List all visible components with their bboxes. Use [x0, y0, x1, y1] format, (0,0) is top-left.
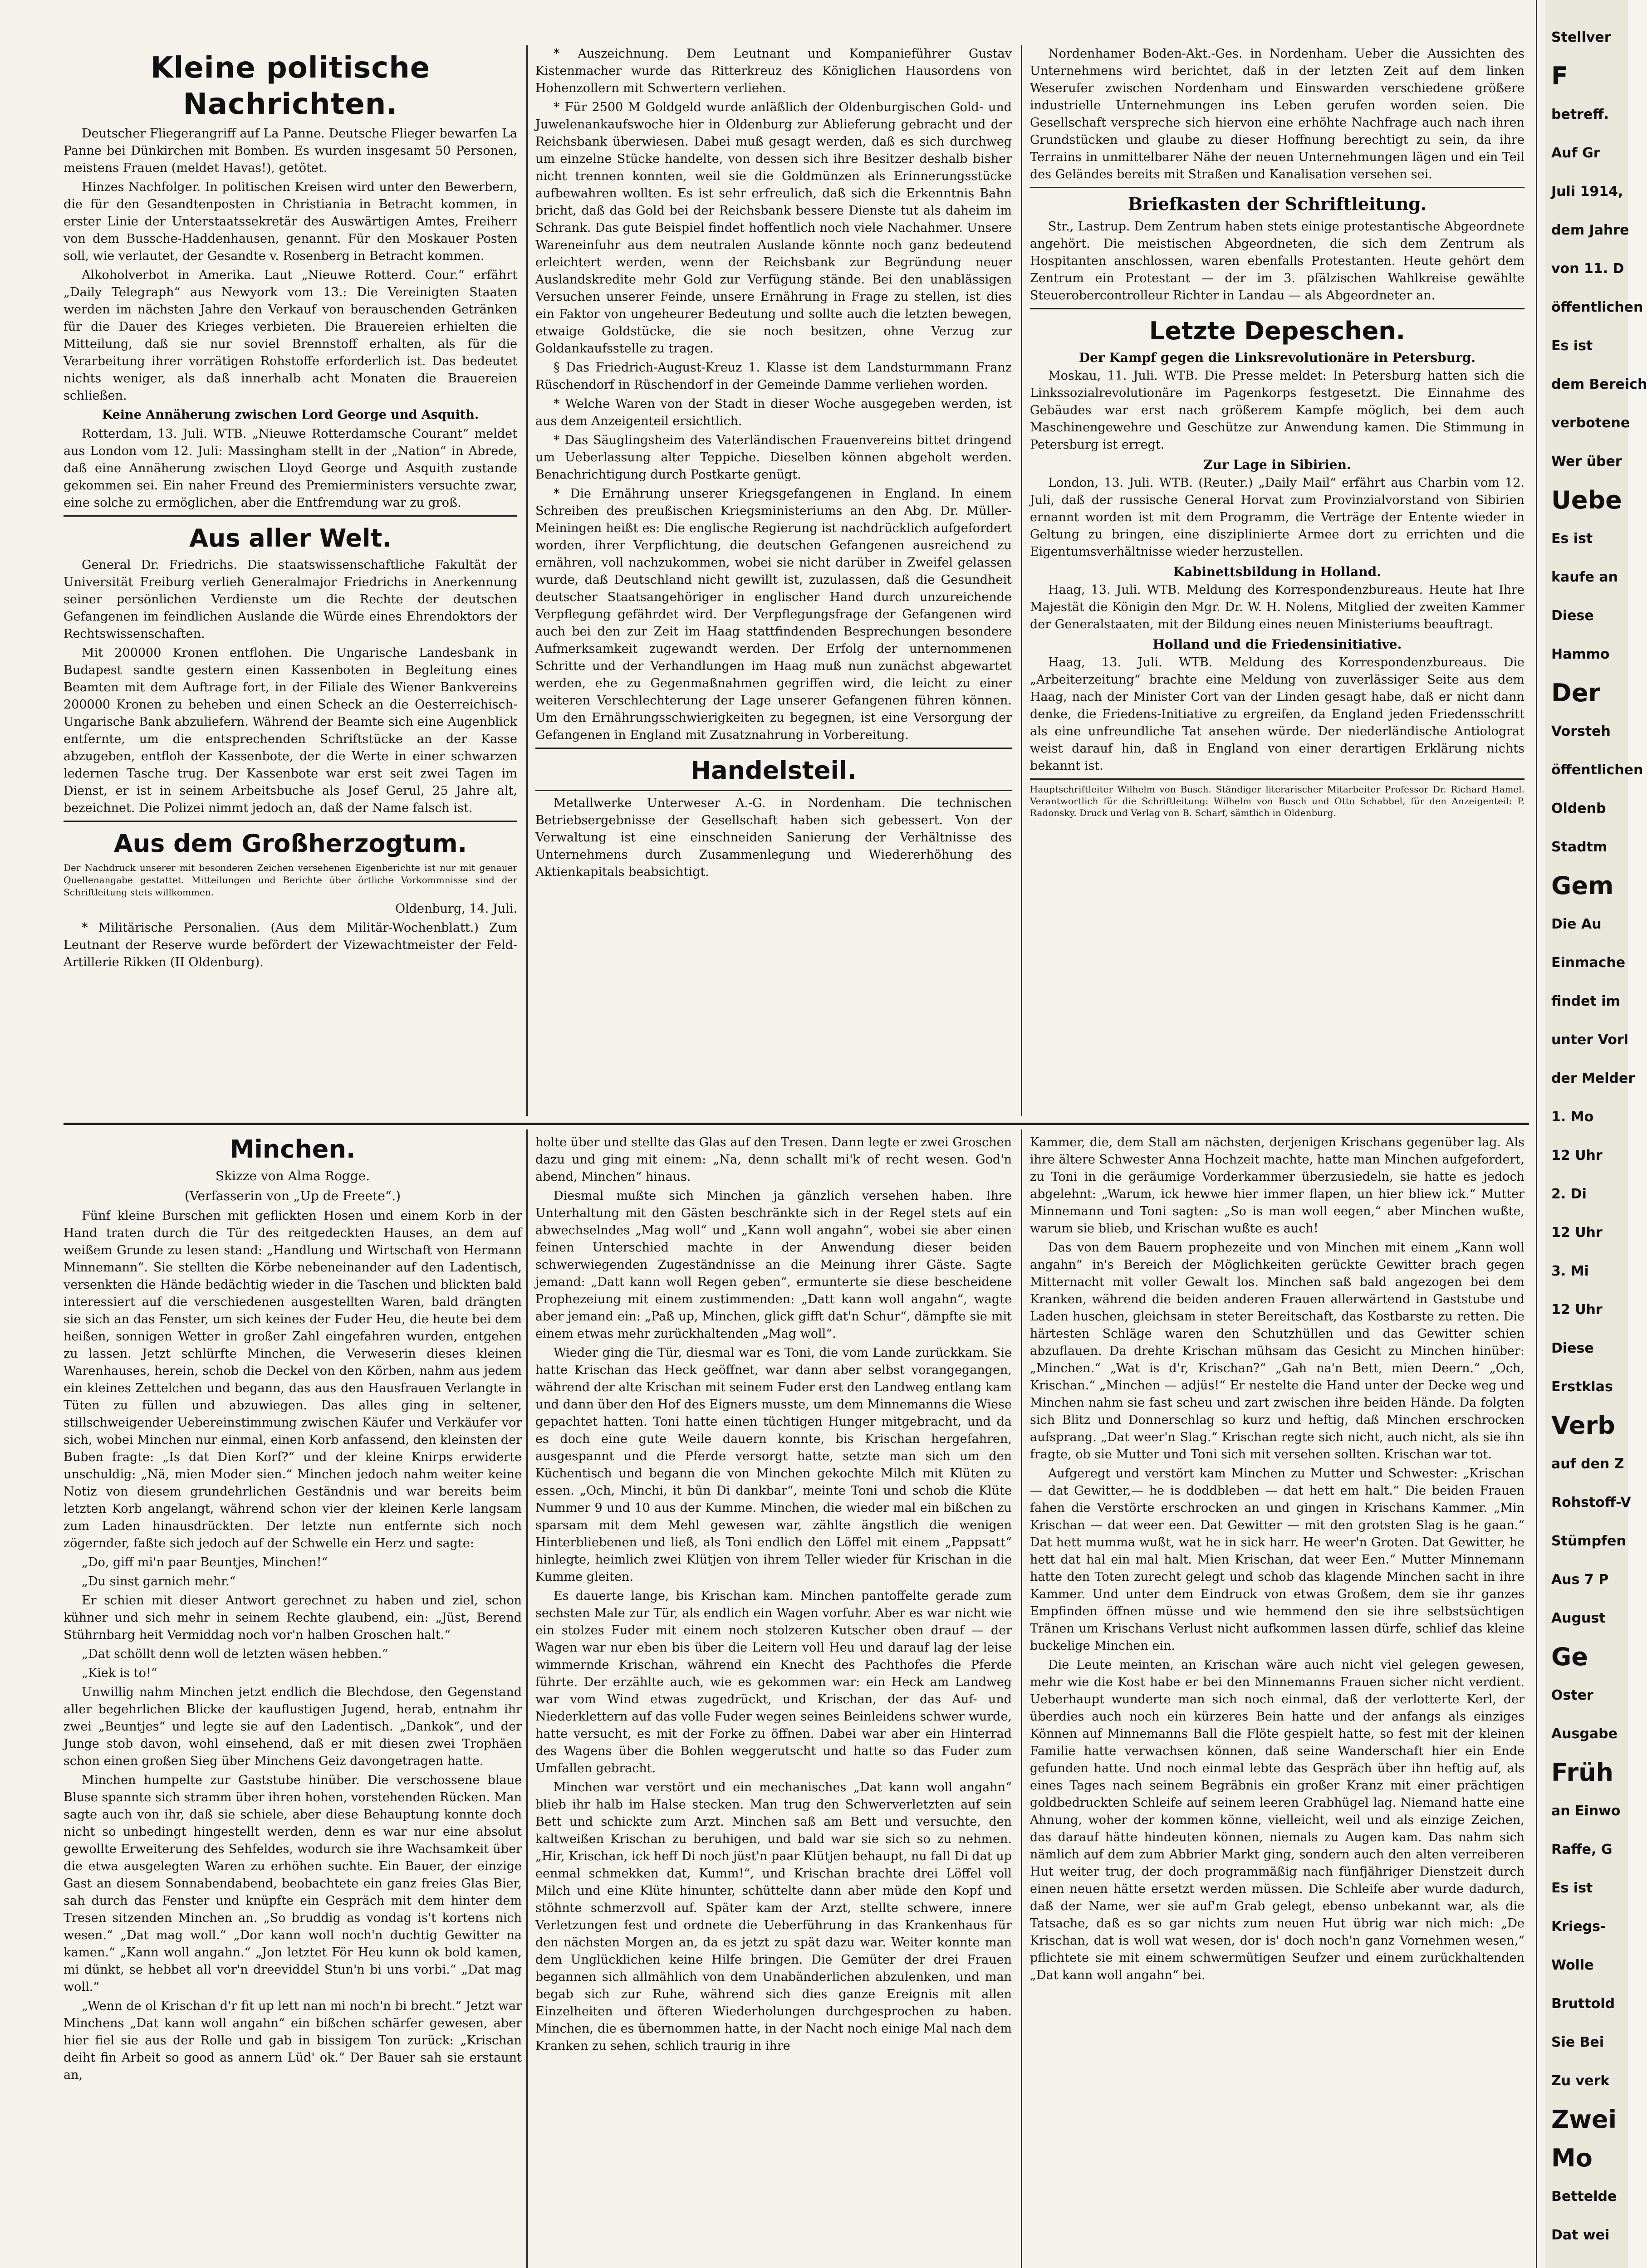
article-paragraph: * Auszeichnung. Dem Leutnant und Kompanieführer Gustav Kistenmacher wurde das Ritterkreuz des Königlichen Hausordens von Hohenzollern mit Schwertern verliehen.: [535, 47, 1012, 95]
strip-text-fragment: Vorsteh: [1551, 723, 1611, 739]
strip-text-fragment: Hammo: [1551, 646, 1610, 662]
strip-text-fragment: von 11. D: [1551, 261, 1624, 277]
news-subheading: Holland und die Friedensinitiative.: [1152, 637, 1402, 652]
news-subheading: Kabinettsbildung in Holland.: [1173, 564, 1381, 579]
strip-text-fragment: Bettelde: [1551, 2189, 1617, 2204]
strip-text-fragment: Mo: [1551, 2144, 1593, 2172]
story-paragraph: Wieder ging die Tür, diesmal war es Toni, die vom Lande zurückkam. Sie hatte Krischan das Heck geöffnet, war dann aber selbst vorangegangen, während der alte Krischan mit seinem Fuder erst den Landweg entlang kam und dann über den Hof des Eigners musste, um dem Minnemanns die Wiese gepachtet hatten. Toni hatte einen tüchtigen Hunger mitgebracht, und da es doch eine gute Weile dauern konnte, bis Krischan hergefahren, ausgespannt und die Pferde versorgt hatte, setzte man sich um den Küchentisch und begann die von Minchen gekochte Milch mit Klüten zu essen. „Och, Minchi, it bün Di dankbar“, meinte Toni und schob die Klüte Nummer 9 und 10 aus der Kumme. Minchen, die wieder mal ein bißchen zu sparsam mit dem Mehl gewesen war, zählte ängstlich die wenigen Hinterbliebenen und ließ, als Toni endlich den Löffel mit einem „Pappsatt“ hinlegte, heimlich zwei Klütjen von ihrem Teller wieder für Krischan in die Kumme gleiten.: [535, 1346, 1012, 1584]
strip-text-fragment: Stellver: [1551, 29, 1611, 45]
column-rule: [1021, 45, 1022, 1116]
article-paragraph: Alkoholverbot in Amerika. Laut „Nieuwe Rotterd. Cour.“ erfährt „Daily Telegraph“ aus Newyork vom 13.: Die Vereinigten Staaten werden im nächsten Jahre den Verkauf von berauschenden Getränken für die Dauer des Krieges verbieten. Die Brauereien erhielten die Mitteilung, daß sie nur soviel Brennstoff erhalten, als für die Verarbeitung ihrer vorrätigen Rohstoffe erforderlich ist. Das bedeutet nichts weniger, als daß innerhalb acht Monaten die Brauereien schließen.: [64, 268, 517, 403]
strip-text-fragment: Dat wei: [1551, 2227, 1610, 2243]
strip-text-fragment: Oldenb: [1551, 801, 1606, 816]
story-paragraph: Minchen war verstört und ein mechanisches „Dat kann woll angahn“ blieb ihr halb im Halse stecken. Man trug den Schwerverletzten auf sein Bett und schickte zum Arzt. Minchen saß am Bett und versuchte, den kaltweißen Krischan zu beruhigen, und bald war sie sich so zu nehmen. „Hir, Krischan, ick heff Di noch jüst'n paar Klütjen behaupt, nu fall Di dat up eenmal schmekken dat, Kumm!“, und Krischan brachte drei Löffel voll Milch und eine Klüte hinunter, schüttelte dann aber müde den Kopf und stöhnte schmerzvoll auf. Später kam der Arzt, stellte schwere, innere Verletzungen fest und ordnete die Ueberführung in das Krankenhaus für den nächsten Morgen an, da es jetzt zu spät dazu war. Weiter konnte man dem Unglücklichen keine Hilfe bringen. Die Gemüter der drei Frauen begannen sich allmählich von dem Unabänderlichen abzulenken, und man begab sich zur Ruhe, während sich dies ganze Ereignis mit allen Einzelheiten und öfteren Wiederholungen durchgesprochen zu haben. Minchen, die es übernommen hatte, in der Nacht noch einige Mal nach dem Kranken zu sehen, schlich traurig in ihre: [535, 1780, 1012, 2053]
story-paragraph: Unwillig nahm Minchen jetzt endlich die Blechdose, den Gegenstand aller begehrlichen Blicke der kauflustigen Jugend, herab, entnahm ihr zwei „Beuntjes“ und legte sie auf den Ladentisch. „Dankok“, und der Junge stob davon, wohl einsehend, daß er mit diesen zwei Trophäen schon einen großen Sieg über Minchens Geiz davongetragen hatte.: [64, 1685, 522, 1768]
strip-text-fragment: öffentlichen: [1551, 299, 1643, 315]
news-subheading: Der Kampf gegen die Linksrevolutionäre in Petersburg.: [1078, 350, 1476, 365]
strip-text-fragment: Verb: [1551, 1411, 1615, 1440]
article-paragraph: Deutscher Fliegerangriff auf La Panne. Deutsche Flieger bewarfen La Panne bei Dünkirchen mit Bomben. Es wurden insgesamt 50 Personen, meistens Frauen (meldet Havas!), getötet.: [64, 127, 517, 175]
story-paragraph: holte über und stellte das Glas auf den Tresen. Dann legte er zwei Groschen dazu und ging mit einem: „Na, denn schallt mi'k of recht wesen. God'n abend, Minchen“ hinaus.: [535, 1135, 1012, 1184]
strip-text-fragment: Raffe, G: [1551, 1842, 1613, 1857]
strip-text-fragment: Ausgabe: [1551, 1726, 1618, 1742]
strip-text-fragment: Rohstoff-V: [1551, 1495, 1631, 1510]
strip-text-fragment: findet im: [1551, 993, 1620, 1009]
strip-text-fragment: 12 Uhr: [1551, 1148, 1603, 1163]
article-paragraph: General Dr. Friedrichs. Die staatswissenschaftliche Fakultät der Universität Freiburg verlieh Generalmajor Friedrichs in Anerkennung seiner persönlichen Verdienste um die Rechte der deutschen Gefangenen im feindlichen Auslande die Würde eines Ehrendoktors der Rechtswissenschaften.: [64, 558, 517, 641]
divider: [1030, 187, 1524, 188]
story-paragraph: „Du sinst garnich mehr.“: [82, 1574, 236, 1589]
strip-text-fragment: kaufe an: [1551, 569, 1618, 585]
strip-text-fragment: Zu verk: [1551, 2073, 1610, 2089]
section-heading-letzte-depeschen: Letzte Depeschen.: [1149, 317, 1406, 345]
article-paragraph: * Militärische Personalien. (Aus dem Militär-Wochenblatt.) Zum Leutnant der Reserve wurde befördert der Vizewachtmeister der Feld-Artillerie Rikken (II Oldenburg).: [64, 921, 517, 969]
strip-text-fragment: Es ist: [1551, 338, 1593, 354]
strip-text-fragment: Diese: [1551, 1340, 1594, 1356]
strip-text-fragment: Aus 7 P: [1551, 1572, 1609, 1588]
section-heading-briefkasten: Briefkasten der Schriftleitung.: [1127, 194, 1427, 214]
story-paragraph: Minchen humpelte zur Gaststube hinüber. Die verschossene blaue Bluse spannte sich stramm über ihren hohen, vorstehenden Rücken. Man sagte auch von ihr, daß sie schiele, aber diese Behauptung konnte doch nicht so unbedingt hingestellt werden, denn es war nur eine absolut gewollte Erweiterung des Sehfeldes, wodurch sie ihre Wachsamkeit über die etwa ausgelegten Waren zu erhöhen suchte. Ein Bauer, der einzige Gast an diesem Sonnabendabend, beobachtete ein ganz freies Glas Bier, sah durch das Fenster und knüpfte ein Gespräch mit dem hinter dem Tresen sitzenden Minchen an. „So bruddig as vondag is't kortens nich wesen.“ „Dat mag woll.“ „Dor kann woll noch'n duchtig Gewitter na kamen.“ „Kann woll angahn.“ „Jon letztet För Heu kunn ok bold kamen, mi dünkt, se hebbet all vor'n dreeviddel Stun'n bi uns vorbi.“ „Dat mag woll.“: [64, 1773, 522, 1994]
article-paragraph: Haag, 13. Juli. WTB. Meldung des Korrespondenzbureaus. Heute hat Ihre Majestät die Königin den Mgr. Dr. W. H. Nolens, Mitglied der zweiten Kammer der Generalstaaten, mit der Bildung eines neuen Ministeriums beauftragt.: [1030, 583, 1524, 631]
strip-text-fragment: F: [1551, 62, 1568, 90]
strip-text-fragment: Kriegs-: [1551, 1919, 1606, 1935]
strip-text-fragment: Der: [1551, 679, 1601, 707]
strip-text-fragment: 2. Di: [1551, 1186, 1587, 1202]
story-title: Minchen.: [230, 1135, 356, 1163]
article-paragraph: Hinzes Nachfolger. In politischen Kreisen wird unter den Bewerbern, die für den Gesandtenposten in Christiania in Betracht kommen, in erster Linie der Unterstaatssekretär des Auswärtigen Amtes, Freiherr von dem Bussche-Haddenhausen, genannt. Für den Moskauer Posten soll, wie verlautet, der Gesandte v. Rosenberg in Betracht kommen.: [64, 180, 517, 263]
strip-text-fragment: Einmache: [1551, 955, 1626, 971]
section-heading-kleine-politische-nachrichten: Kleine politische Nachrichten.: [150, 51, 431, 121]
divider: [64, 515, 517, 517]
article-paragraph: * Für 2500 M Goldgeld wurde anläßlich der Oldenburgischen Gold- und Juwelenankaufswoche hier in Oldenburg zur Ablieferung gebracht und der Reichsbank überwiesen. Dabei muß gesagt werden, daß es sich durchweg um einzelne Stücke handelte, von dessen sich ihre Besitzer deshalb bisher nicht trennen konnten, weil sie die Goldmünzen als Erinnerungsstücke aufbewahren wollten. Es ist sehr erfreulich, daß sich die Erkenntnis Bahn bricht, daß das Gold bei der Reichsbank bessere Dienste tut als daheim im Schrank. Das gute Beispiel findet hoffentlich noch viele Nachahmer. Unsere Wareneinfuhr aus dem neutralen Auslande könnte noch ganz bedeutend erleichtert werden, wenn der Reichsbank zur Begründung neuer Auslandskredite mehr Gold zur Verfügung stände. Bei den unablässigen Versuchen unserer Feinde, unsere Ernährung in Frage zu stellen, ist dies ein Faktor von ungeheurer Bedeutung und sollte auch die letzten bewegen, etwaige Goldstücke, die sie noch besitzen, ohne Verzug zur Goldankaufsstelle zu tragen.: [535, 100, 1012, 356]
feuilleton-column-2: [535, 1134, 1012, 2268]
strip-text-fragment: Wolle: [1551, 1957, 1594, 1973]
article-paragraph: Metallwerke Unterweser A.-G. in Nordenham. Die technischen Betriebsergebnisse der Gesellschaft haben sich gebessert. Von der Verwaltung ist eine einschneiden Sanierung der Verhältnisse des Unternehmens durch Zusammenlegung und Wiedererhöhung des Aktienkapitals beabsichtigt.: [535, 796, 1012, 879]
adjacent-page-strip: [1545, 0, 1647, 2268]
strip-text-fragment: 12 Uhr: [1551, 1225, 1603, 1241]
strip-text-fragment: dem Jahre: [1551, 222, 1629, 238]
article-paragraph: Moskau, 11. Juli. WTB. Die Presse meldet: In Petersburg hatten sich die Linkssozialrevolutionäre im Pagenkorps festgesetzt. Die Einnahme des Gebäudes war erst nach größerem Kampfe möglich, bei dem auch Maschinengewehre und Geschütze zur Anwendung kamen. Die Stimmung in Petersburg ist erregt.: [1030, 369, 1524, 452]
column-rule: [526, 1129, 528, 2268]
imprint: Hauptschriftleiter Wilhelm von Busch. Ständiger literarischer Mitarbeiter Professor Dr. Richard Hamel. Verantwortlich für die Schriftleitung: Wilhelm von Busch und Otto Schabbel, für den Anzeigenteil: P. Radonsky. Druck und Verlag von B. Scharf, sämtlich in Oldenburg.: [1030, 784, 1524, 818]
strip-text-fragment: 12 Uhr: [1551, 1302, 1603, 1318]
strip-text-fragment: Die Au: [1551, 916, 1602, 932]
strip-text-fragment: der Melder: [1551, 1070, 1635, 1086]
strip-text-fragment: Stümpfen: [1551, 1533, 1626, 1549]
article-paragraph: Rotterdam, 13. Juli. WTB. „Nieuwe Rotterdamsche Courant“ meldet aus London vom 12. Juli: Massingham stellt in der „Nation“ in Abrede, daß eine Annäherung zwischen Lloyd George und Asquith zustande gekommen sei. Ein naher Freund des Premierministers versuchte zwar, eine solche zu ermöglichen, aber die Entfremdung war zu groß.: [64, 427, 517, 510]
strip-text-fragment: dem Bereich: [1551, 376, 1647, 392]
news-subheading: Zur Lage in Sibirien.: [1203, 457, 1351, 472]
strip-text-fragment: auf den Z: [1551, 1456, 1624, 1472]
story-paragraph: Es dauerte lange, bis Krischan kam. Minchen pantoffelte gerade zum sechsten Male zur Tür, als endlich ein Wagen vorfuhr. Aber es war nicht wie ein stolzes Fuder mit einem noch stolzeren Kutscher oben drauf — der Wagen war nur eben bis über die Leitern voll Heu und darauf lag der leise wimmernde Krischan, während ein Knecht des Pachthofes die Pferde führte. Der erzählte auch, wie es gekommen war: ein Heck am Landweg war vom Wind etwas zugedrückt, und Krischan, der das Auf- und Niederklettern auf das volle Fuder wegen seines Beinleidens schwer wurde, hatte versucht, es mit der Forke zu öffnen. Dabei war aber ein Hinterrad des Wagens über die Bohlen weggerutscht und hatte so das Fuder zum Umfallen gebracht.: [535, 1589, 1012, 1775]
strip-text-fragment: Sie Bei: [1551, 2034, 1604, 2050]
story-paragraph: „Kiek is to!“: [82, 1666, 157, 1680]
strip-text-fragment: an Einwo: [1551, 1803, 1621, 1819]
article-paragraph: Str., Lastrup. Dem Zentrum haben stets einige protestantische Abgeordnete angehört. Die meistischen Abgeordneten, die sich dem Zentrum als Hospitanten anschlossen, waren ebenfalls Protestanten. Heute gehört dem Zentrum ein Protestant — der im 3. pfälzischen Wahlkreise gewählte Steuerobercontrolleur Richter in Landau — als Abgeordneter an.: [1030, 220, 1524, 303]
article-paragraph: London, 13. Juli. WTB. (Reuter.) „Daily Mail“ erfährt aus Charbin vom 12. Juli, daß der russische General Horvat zum Provinzialvorstand von Sibirien ernannt worden ist mit dem Programm, die Verträge der Entente wieder in Geltung zu bringen, eine disziplinierte Armee dort zu errichten und die Eigentumsverhältnisse wieder herzustellen.: [1030, 476, 1524, 559]
strip-text-fragment: 3. Mi: [1551, 1263, 1589, 1279]
article-paragraph: * Die Ernährung unserer Kriegsgefangenen in England. In einem Schreiben des preußischen Kriegsministeriums an den Abg. Dr. Müller-Meiningen heißt es: Die englische Regierung ist nachdrücklich aufgefordert worden, ihrer Verpflichtung, die deutschen Gefangenen ausreichend zu ernähren, voll nachzukommen, wobei sie nicht darüber in Zweifel gelassen wurde, daß Deutschland nicht gewillt ist, zuzulassen, daß die Gesundheit deutscher Staatsangehöriger in englischer Hand durch unzureichende Verpflegung gefährdet wird. Der Verpflegungsfrage der Gefangenen wird auch bei den zur Zeit im Haag stattfindenden Besprechungen besondere Aufmerksamkeit zugewandt werden. Der Erfolg der unternommenen Schritte und der Verhandlungen im Haag muß nun zunächst abgewartet werden, ehe zu Gegenmaßnahmen gegriffen wird, die leicht zu einer weiteren Verschlechterung der Lage unserer Gefangenen führen können. Um den Ernährungsschwierigkeiten zu begegnen, ist eine Versorgung der Gefangenen in England mit Zusatznahrung in Vorbereitung.: [535, 487, 1012, 742]
divider: [1030, 308, 1524, 309]
article-paragraph: Nordenhamer Boden-Akt.-Ges. in Nordenham. Ueber die Aussichten des Unternehmens wird berichtet, daß in der letzten Zeit auf dem linken Weserufer zwischen Nordenham und Einswarden verschiedene größere industrielle Unternehmungen ins Leben gerufen worden seien. Die Gesellschaft verspreche sich hiervon eine erhöhte Nachfrage auch nach ihren Grundstücken und glaube zu dieser Hoffnung berechtigt zu sein, da ihre Terrains in unmittelbarer Nähe der neuen Unternehmungen lägen und ein Teil des Geländes bereits mit Straßen und Kanalisation versehen sei.: [1030, 47, 1524, 181]
strip-text-fragment: Zwei: [1551, 2105, 1617, 2134]
column-1: [64, 45, 517, 1111]
strip-text-fragment: Juli 1914,: [1551, 184, 1623, 200]
strip-text-fragment: August: [1551, 1610, 1606, 1626]
section-heading-aus-dem-grossherzogtum: Aus dem Großherzogtum.: [113, 829, 467, 858]
strip-text-fragment: Diese: [1551, 608, 1594, 624]
strip-text-fragment: Es ist: [1551, 531, 1593, 547]
article-paragraph: § Das Friedrich-August-Kreuz 1. Klasse ist dem Landsturmmann Franz Rüschendorf in Rüschendorf in der Gemeinde Damme verliehen worden.: [535, 361, 1012, 392]
strip-text-fragment: Ge: [1551, 1642, 1588, 1671]
strip-text-fragment: Auf Gr: [1551, 145, 1600, 161]
column-rule: [1536, 0, 1537, 2268]
article-paragraph: Mit 200000 Kronen entflohen. Die Ungarische Landesbank in Budapest sandte gestern einen Kassenboten in Begleitung eines Beamten mit dem Auftrage fort, in der Filiale des Wiener Bankvereins 200000 Kronen zu beheben und einen Scheck an die Oesterreichisch-Ungarische Bank abzuliefern. Während der Beamte sich eine Augenblick entfernte, um die entsprechenden Schriftstücke an der Kasse abzugeben, entfloh der Kassenbote, der die Werte in einer schwarzen ledernen Tasche trug. Der Kassenbote war erst seit zwei Tagen im Dienst, er ist in seinem Arbeitsbuche als Josef Gerul, 25 Jahre alt, bezeichnet. Die Polizei nimmt jedoch an, daß der Name falsch ist.: [64, 646, 517, 815]
story-paragraph: Kammer, die, dem Stall am nächsten, derjenigen Krischans gegenüber lag. Als ihre ältere Schwester Anna Hochzeit machte, hatte man Minchen aufgefordert, zu Toni in die geräumige Vorderkammer überzusiedeln, sie hatte es jedoch abgelehnt: „Warum, ick hewwe hier immer flapen, un hier bliew ick.“ Mutter Minnemann und Toni sagten: „So is man woll eegen,“ aber Minchen wußte, warum sie blieb, und Krischan wußte es auch!: [1030, 1135, 1524, 1236]
story-paragraph: Die Leute meinten, an Krischan wäre auch nicht viel gelegen gewesen, mehr wie die Kost habe er bei den Minnemanns Frauen sicher nicht verdient. Ueberhaupt wunderte man sich noch einmal, daß der verlotterte Kerl, der überdies auch noch ein kürzeres Bein hatte und der anfangs als einziges Können auf Minnemanns Ball die Flöte gespielt hatte, so fest mit der kleinen Familie hatte verwachsen können, daß seine Wanderschaft hier ein Ende gefunden hatte. Und noch einmal lebte das Gespräch über ihn heftig auf, als eines Tages nach seinem Begräbnis ein großer Kranz mit einer prächtigen goldbedruckten Schleife auf seinem leeren Grabhügel lag. Niemand hatte eine Ahnung, woher der kommen könne, vielleicht, weil und als einzige Zeichen, das darauf hätte hindeuten können, niemals zu Augen kam. Das nahm sich nämlich auf dem zum Abbrier Markt ging, sondern auch den alten verreiberen Hut weiter trug, der doch programmäßig nach fünfjähriger Dienstzeit durch einen neuen hätte ersetzt werden müssen. Die Schleife aber wurde dadurch, daß der Name, wer sie auf'm Grab gelegt, ebenso unbekannt war, als die Tatsache, daß es so gar nichts zum neuen Hut übrig war nich mich: „De Krischan, dat is woll wat wesen, dor is' doch noch'n ganz Vornehmen wesen,“ pflichtete sie mit einem schwermütigen Seufzer und einem zurückhaltenden „Dat kann woll angahn“ bei.: [1030, 1658, 1524, 1982]
strip-text-fragment: Erstklas: [1551, 1379, 1613, 1395]
dateline: Oldenburg, 14. Juli.: [395, 902, 517, 916]
story-paragraph: Aufgeregt und verstört kam Minchen zu Mutter und Schwester: „Krischan — dat Gewitter,— he is doddbleben — dat hett em halt.“ Die beiden Frauen fahen die Verstörte erschrocken an und gingen in Krischans Kammer. „Min Krischan — dat weer een. Dat Gewitter — mit den grotsten Slag is he gaan.“ Dat hett mumma wußt, wat he in sick harr. He weer'n Groten. Dat Gewitter, he hett dat hal ein mal halt. Mien Krischan, dat weer Een.“ Mutter Minnemann hatte den Toten zurecht gelegt und schob das klagende Minchen sacht in ihre Kammer. Und unter dem Eindruck von etwas Großem, dem sie ihr ganzes Empfinden öffnen müsse und wie hemmend den sie ihre selbstsüchtigen Tränen um Krischans Verlust nicht aufkommen lassen dürfe, schlief das kleine buckelige Minchen ein.: [1030, 1466, 1524, 1653]
feuilleton-column-1: [64, 1134, 522, 2268]
strip-text-fragment: Gem: [1551, 871, 1614, 900]
article-paragraph: * Das Säuglingsheim des Vaterländischen Frauenvereins bittet dringend um Ueberlassung alter Teppiche. Dieselben können abgeholt werden. Benachrichtigung durch Postkarte genügt.: [535, 433, 1012, 482]
reprint-note: Der Nachdruck unserer mit besonderen Zeichen versehenen Eigenberichte ist nur mit genauer Quellenangabe gestattet. Mitteilungen und Berichte über örtliche Vorkommnisse sind der Schriftleitung stets willkommen.: [64, 862, 517, 898]
strip-text-fragment: 1. Mo: [1551, 1109, 1594, 1125]
strip-text-fragment: Stadtm: [1551, 839, 1608, 855]
divider: [535, 790, 1012, 791]
strip-text-fragment: Oster: [1551, 1687, 1593, 1703]
story-subtitle: Skizze von Alma Rogge.: [215, 1168, 370, 1183]
story-paragraph: „Do, giff mi'n paar Beuntjes, Minchen!“: [82, 1555, 328, 1569]
story-paragraph: Diesmal mußte sich Minchen ja gänzlich versehen haben. Ihre Unterhaltung mit den Gästen beschränkte sich in der Regel stets auf ein abwechselndes „Mag woll“ und „Kann woll angahn“, wobei sie aber einen feinen Unterschied machte in der Anwendung dieser beiden schwerwiegenden Zugeständnisse an die Meinung ihrer Gäste. Sagte jemand: „Datt kann woll Regen geben“, ermunterte sie diese bescheidene Prophezeiung mit einem zustimmenden: „Datt kann woll angahn“, wagte aber jemand ein: „Paß up, Minchen, glick gifft dat'n Schur“, dämpfte sie mit einem etwas mehr zurückhaltenden „Mag woll“.: [535, 1189, 1012, 1341]
story-paragraph: „Wenn de ol Krischan d'r fit up lett nan mi noch'n bi brecht.“ Jetzt war Minchens „Dat kann woll angahn“ ein bißchen schärfer gewesen, aber hier fiel sie aus der Rolle und gab in bissigem Ton zurück: „Krischan deiht fin Arbeit so good as annern Lüd' ok.“ Der Bauer sah sie erstaunt an,: [64, 1999, 522, 2082]
strip-text-fragment: Wer über: [1551, 454, 1622, 469]
strip-text-fragment: unter Vorl: [1551, 1032, 1628, 1048]
story-paragraph: „Dat schöllt denn woll de letzten wäsen hebben.“: [82, 1647, 388, 1661]
article-subheading: Keine Annäherung zwischen Lord George und Asquith.: [102, 408, 479, 422]
article-list: [64, 125, 517, 512]
strip-text-fragment: Früh: [1551, 1758, 1613, 1787]
section-heading-handelsteil: Handelsteil.: [691, 756, 857, 785]
strip-text-fragment: Bruttold: [1551, 1996, 1615, 2012]
divider: [64, 821, 517, 822]
strip-text-list: [1545, 0, 1647, 2254]
feuilleton-column-3: [1030, 1134, 1524, 2268]
column-2: [535, 45, 1012, 1111]
divider: [1030, 778, 1524, 780]
strip-text-fragment: öffentlichen: [1551, 762, 1643, 778]
section-heading-aus-aller-welt: Aus aller Welt.: [189, 524, 392, 552]
divider: [535, 748, 1012, 749]
strip-text-fragment: Es ist: [1551, 1880, 1593, 1896]
story-credit: (Verfasserin von „Up de Freete“.): [184, 1188, 401, 1203]
story-paragraph: Fünf kleine Burschen mit geflickten Hosen und einem Korb in der Hand traten durch die Tür des reitgedeckten Hauses, an dem auf weißem Grunde zu lesen stand: „Handlung und Wirtschaft von Hermann Minnemann“. Sie stellten die Körbe nebeneinander auf den Ladentisch, versenkten die Hände bedächtig wieder in die Taschen und blickten bald interessiert auf die verschiedenen ausgestellten Waren, bald drängten sie sich an das Fenster, um sich keines der Fuder Heu, die heute bei dem heißen, sonnigen Wetter in großer Zahl eingefahren wurden, entgehen zu lassen. Jetzt schlürfte Minchen, die Verweserin dieses kleinen Warenhauses, herein, schob die Deckel von den Körben, nahm aus jedem ein kleines Zettelchen und begann, das aus den Hausfrauen Verlangte in Tüten zu füllen und abzuwiegen. Das alles ging in seltener, stillschweigender Uebereinstimmung zwischen Käufer und Verkäufer vor sich, wobei Minchen nur einmal, einen Korb anfassend, den kleinsten der Buben fragte: „Is dat Dien Korf?“ und der kleine Knirps erwiderte unschuldig: „Nä, mien Moder sien.“ Minchen jedoch nahm weiter keine Notiz von diesem grundehrlichen Geständnis und war bereits beim letzten Korb angelangt, während schon vier der kleinen Kerle langsam zum Laden hinausdrückten. Der letzte nun entfernte sich noch zögernder, faßte sich jedoch auf der Schwelle ein Herz und sagte:: [64, 1209, 522, 1550]
article-paragraph: * Welche Waren von der Stadt in dieser Woche ausgegeben werden, ist aus dem Anzeigenteil ersichtlich.: [535, 397, 1012, 428]
strip-text-fragment: verbotene: [1551, 415, 1630, 431]
column-rule: [526, 45, 528, 1116]
column-3: [1030, 45, 1524, 1111]
story-paragraph: Das von dem Bauern prophezeite und von Minchen mit einem „Kann woll angahn“ in's Bereich der Möglichkeiten gerückte Gewitter brach gegen Mitternacht mit voller Gewalt los. Minchen saß bald angezogen bei dem Kranken, während die beiden anderen Frauen allerwärtend in Gaststube und Laden huschen, gleichsam in steter Bereitschaft, das Kostbarste zu retten. Die härtesten Schläge waren den Schutzhüllen und das Gewitter schien abzuflauen. Da drehte Krischan mühsam das Gesicht zu Minchen hinüber: „Minchen.“ „Wat is d'r, Krischan?“ „Gah na'n Bett, mien Deern.“ „Och, Krischan.“ „Minchen — adjüs!“ Er nestelte die Hand unter der Decke weg und Minchen nahm sie fast scheu und zart zwischen ihre beiden Hände. Da folgten sich Blitz und Donnerschlag so kurz und heftig, daß Minchen erschrocken aufsprang. „Dat weer'n Slag.“ Krischan regte sich nicht, auch nicht, als sie ihn fragte, ob sie Mutter und Toni sich mit versehen sollten. Krischan war tot.: [1030, 1241, 1524, 1461]
story-paragraph: Er schien mit dieser Antwort gerechnet zu haben und ziel, schon kühner und sich mehr in seinem Rechte glaubend, ein: „Jüst, Berend Stührnbarg heit Vermiddag noch vor'n halben Groschen halt.“: [64, 1593, 522, 1642]
feuilleton-rule: [64, 1123, 1529, 1125]
column-rule: [1021, 1129, 1022, 2268]
article-paragraph: Haag, 13. Juli. WTB. Meldung des Korrespondenzbureaus. Die „Arbeiterzeitung“ brachte eine Meldung von zuverlässiger Seite aus dem Haag, nach der Minister Cort van der Linden gesagt habe, daß er nicht dann denke, die Friedens-Initiative zu ergreifen, da England jeden Friedensschritt als eine unfreundliche Tat ansehen würde. Der niederländische Antiolograt weist darauf hin, daß in England von einer derartigen Erklärung nichts bekannt ist.: [1030, 655, 1524, 773]
strip-text-fragment: Uebe: [1551, 486, 1622, 514]
strip-text-fragment: betreff.: [1551, 107, 1609, 122]
